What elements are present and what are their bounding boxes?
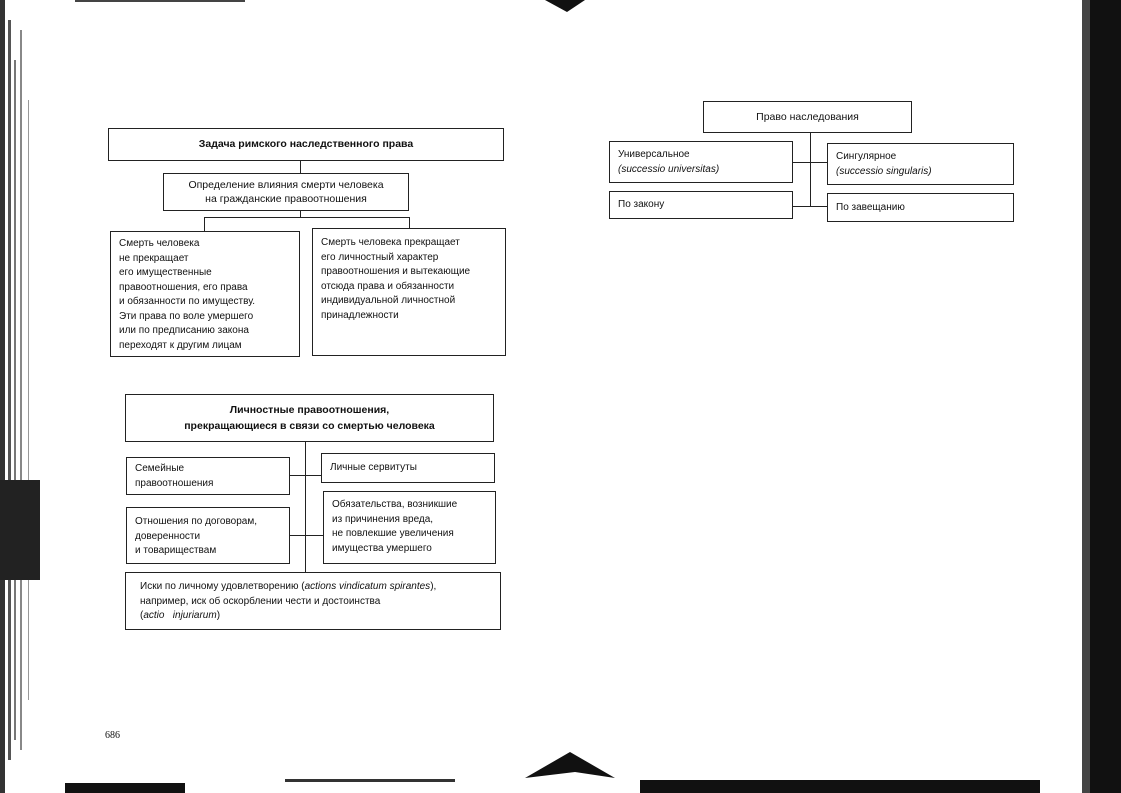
claims-latin: actions vindicatum spirantes	[304, 581, 431, 592]
box-line: Сингулярное	[836, 151, 897, 162]
box-line: Личные сервитуты	[330, 462, 417, 473]
contracts-box	[126, 507, 290, 564]
box-line-latin: (successio universitas)	[618, 163, 720, 175]
title-line: Личностные правоотношения,	[229, 404, 390, 416]
connector-line	[300, 161, 301, 173]
connector-line	[810, 133, 811, 206]
family-relations-box	[126, 457, 290, 495]
connector-line	[409, 217, 410, 228]
property-relations-box	[110, 231, 300, 357]
box-line: По закону	[618, 199, 665, 210]
connector-line	[290, 475, 321, 476]
definition-line: Определение влияния смерти человека	[188, 179, 384, 191]
box-line: правоотношения и вытекающие	[321, 266, 471, 277]
box-line: индивидуальной личностной	[321, 295, 456, 306]
box-line: Семейные	[135, 463, 185, 474]
by-law-box	[609, 191, 793, 219]
definition-line: на гражданские правоотношения	[205, 193, 367, 205]
box-line: правоотношения, его права	[119, 281, 248, 293]
box-line: Отношения по договорам,	[135, 516, 258, 527]
box-line-latin: (successio singularis)	[836, 165, 932, 177]
box-line: например, иск об оскорблении чести и достоинства	[140, 595, 381, 607]
box-line: и обязанности по имуществу.	[119, 296, 256, 307]
inheritance-task-title-text: Задача римского наследственного права	[198, 138, 414, 151]
box-line: или по предписанию закона	[119, 325, 249, 336]
personal-claims-box	[125, 572, 501, 630]
connector-line	[793, 206, 827, 207]
box-line: не повлекшие увеличения	[332, 528, 454, 539]
claims-text: (	[140, 610, 144, 621]
connector-line	[305, 442, 306, 572]
connector-line	[793, 162, 827, 163]
inheritance-right-title-text: Право наследования	[756, 110, 859, 123]
universal-succession-box	[609, 141, 793, 183]
box-line: из причинения вреда,	[332, 513, 434, 525]
personal-relations-box	[312, 228, 506, 356]
title-line: прекращающиеся в связи со смертью человека	[184, 420, 435, 432]
connector-line	[290, 535, 323, 536]
tort-obligations-box	[323, 491, 496, 564]
personal-servitudes-box	[321, 453, 495, 483]
box-line: и товариществам	[135, 545, 217, 556]
box-line	[140, 609, 486, 624]
box-line: Универсальное	[618, 149, 690, 160]
box-line: принадлежности	[321, 309, 399, 321]
page-number: 686	[105, 730, 120, 741]
box-line: его личностный характер	[321, 251, 439, 263]
box-line: Обязательства, возникшие	[332, 499, 458, 510]
singular-succession-box	[827, 143, 1014, 185]
box-line: правоотношения	[135, 477, 214, 489]
death-influence-definition	[163, 173, 409, 211]
box-line: доверенности	[135, 530, 201, 542]
box-line: переходят к другим лицам	[119, 339, 242, 351]
connector-line	[204, 217, 205, 231]
box-line: Смерть человека прекращает	[321, 237, 460, 248]
box-line: По завещанию	[836, 202, 905, 213]
claims-text: Иски по личному удовлетворению (	[140, 581, 305, 592]
by-will-box	[827, 193, 1014, 222]
inheritance-right-title	[703, 101, 912, 133]
box-line: Эти права по воле умершего	[119, 310, 254, 322]
box-line: имущества умершего	[332, 542, 432, 554]
connector-line	[204, 217, 409, 218]
personal-relations-title	[125, 394, 494, 442]
claims-latin: actio injuriarum	[143, 610, 217, 621]
box-line	[140, 580, 486, 595]
box-line: его имущественные	[119, 267, 212, 278]
box-line: Смерть человека	[119, 238, 200, 249]
box-line: отсюда права и обязанности	[321, 280, 455, 292]
claims-text: )	[216, 610, 221, 621]
box-line: не прекращает	[119, 252, 189, 264]
inheritance-task-title	[108, 128, 504, 161]
claims-text: ),	[430, 581, 437, 592]
